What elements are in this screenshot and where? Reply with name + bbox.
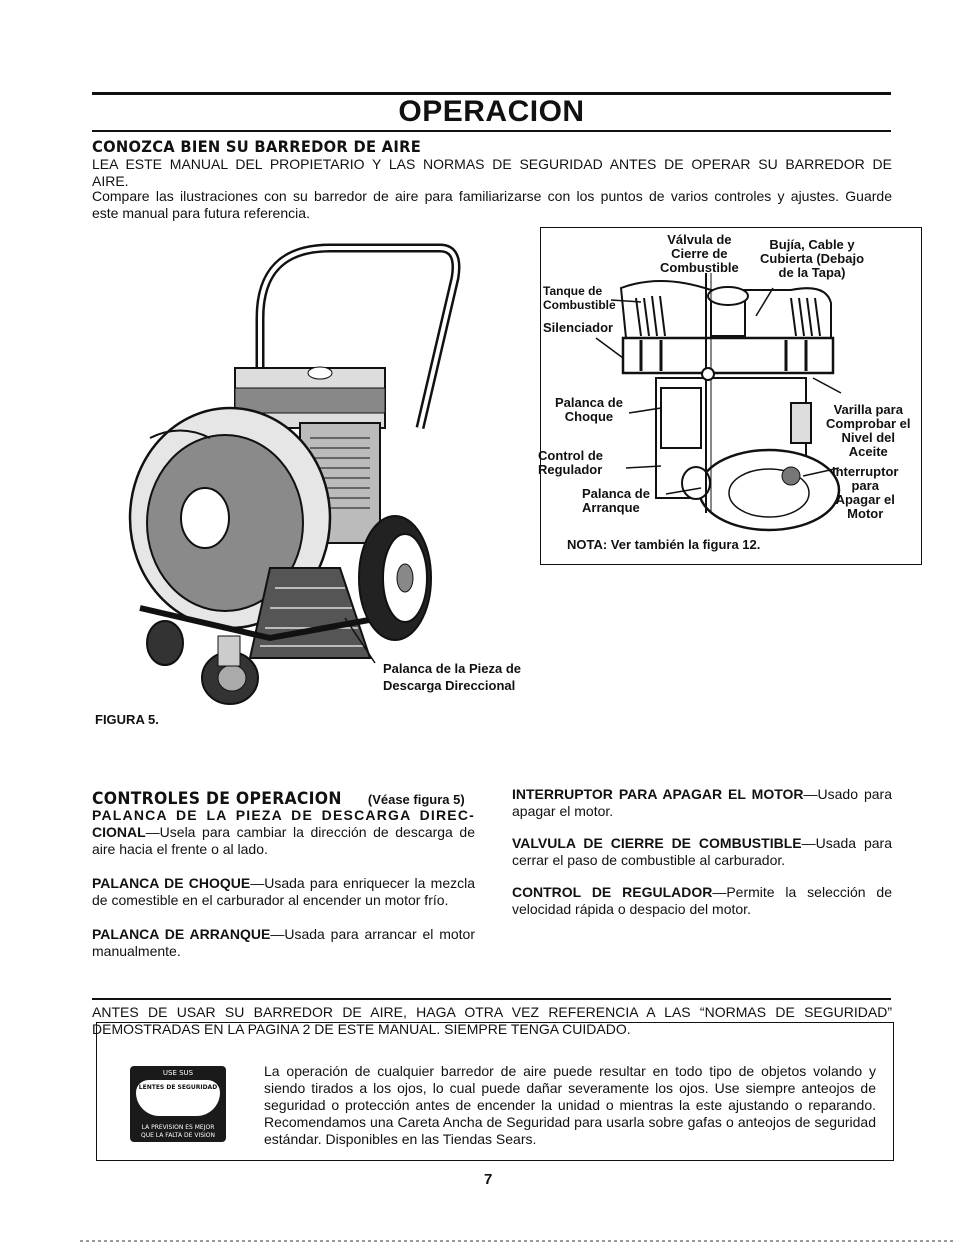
label-interruptor xyxy=(832,465,898,521)
label-arranque-line-2: Arranque xyxy=(582,500,640,515)
label-choque-line-1: Palanca de xyxy=(555,395,623,410)
label-varilla-line-1: Varilla para xyxy=(833,402,903,417)
control-item-valvula xyxy=(512,835,892,869)
engine-diagram-note: NOTA: Ver también la figura 12. xyxy=(567,537,761,552)
intro-paragraph-2 xyxy=(92,188,892,222)
control-text-choque: —Usada para enriquecer la mezcla de comestible en el carburador al encender un motor frío. xyxy=(92,875,475,908)
badge-bottom-text-2: QUE LA FALTA DE VISION xyxy=(140,1132,216,1139)
control-item-choque xyxy=(92,875,475,909)
discharge-callout-line-2: Descarga Direccional xyxy=(383,678,516,693)
safety-notice-line-1: ANTES DE USAR SU BARREDOR DE AIRE, HAGA OTRA VEZ REFERENCIA A LAS “NORMAS DE SEGURIDAD” xyxy=(92,1004,892,1020)
label-choque-line-2: Choque xyxy=(564,409,614,424)
badge-mid-text: LENTES DE SEGURIDAD xyxy=(138,1084,218,1091)
safety-rule xyxy=(92,998,891,1000)
control-term-valvula: VALVULA DE CIERRE DE COMBUSTIBLE xyxy=(512,835,802,851)
label-regulador-line-1: Control de xyxy=(538,448,603,463)
label-tanque-line-2: Combustible xyxy=(543,298,616,312)
title-rule xyxy=(92,130,891,132)
control-item-regulador xyxy=(512,884,892,918)
control-term-choque: PALANCA DE CHOQUE xyxy=(92,875,251,891)
label-varilla-line-3: Nivel del xyxy=(841,430,895,445)
control-item-descarga xyxy=(92,807,475,858)
figure-5-caption: FIGURA 5. xyxy=(95,712,159,727)
bottom-edge-line xyxy=(80,1240,954,1242)
label-arranque xyxy=(582,487,650,515)
control-text-valvula: —Usada para cerrar el paso de combustible al carburador. xyxy=(512,835,892,868)
control-text-regulador: —Permite la selección de velocidad rápida o despacio del motor. xyxy=(512,884,892,917)
page-title: OPERACION xyxy=(398,95,585,128)
label-valvula-line-1: Válvula de xyxy=(667,232,732,247)
safety-notice-line-2: DEMOSTRADAS EN LA PAGINA 2 DE ESTE MANUAL. SIEMPRE TENGA CUIDADO. xyxy=(92,1021,631,1037)
label-varilla-line-2: Comprobar el xyxy=(826,416,911,431)
label-choque xyxy=(555,396,623,424)
discharge-lever-callout xyxy=(383,660,521,694)
intro-line-3: Compare las ilustraciones con su barredor de aire para familiarizarse con los puntos de varios controles y ajustes. Guarde xyxy=(92,188,892,204)
label-valvula-line-3: Combustible xyxy=(660,260,739,275)
control-term-regulador: CONTROL DE REGULADOR xyxy=(512,884,713,900)
label-regulador-line-2: Regulador xyxy=(538,462,603,477)
controls-right-column xyxy=(512,786,892,918)
badge-top-text: USE SUS xyxy=(162,1069,194,1077)
label-valvula-line-2: Cierre de xyxy=(671,246,728,261)
blower-illustration xyxy=(120,238,540,708)
controls-heading-ref: (Véase figura 5) xyxy=(367,792,465,807)
label-tanque xyxy=(543,284,616,312)
discharge-callout-line-1: Palanca de la Pieza de xyxy=(383,661,522,676)
control-text-arranque: —Usada para arrancar el motor manualmente. xyxy=(92,926,475,959)
label-tanque-line-1: Tanque de xyxy=(543,284,603,298)
control-term-arranque: PALANCA DE ARRANQUE xyxy=(92,926,271,942)
control-item-interruptor xyxy=(512,786,892,820)
intro-line-4: este manual para futura referencia. xyxy=(92,205,310,221)
control-item-arranque xyxy=(92,926,475,960)
label-bujia xyxy=(760,238,864,280)
label-valvula xyxy=(660,233,739,275)
label-interruptor-line-2: para xyxy=(851,478,879,493)
badge-bottom-text-1: LA PREVISION ES MEJOR xyxy=(141,1124,215,1131)
controls-heading xyxy=(92,789,465,809)
label-arranque-line-1: Palanca de xyxy=(582,486,650,501)
control-term-descarga-a: PALANCA DE LA PIEZA DE DESCARGA DIREC- xyxy=(92,807,475,823)
label-interruptor-line-4: Motor xyxy=(847,506,884,521)
page-number: 7 xyxy=(484,1171,493,1188)
label-silenciador: Silenciador xyxy=(543,320,614,335)
safety-glasses-badge xyxy=(130,1066,226,1142)
label-regulador xyxy=(538,449,603,477)
intro-line-1: LEA ESTE MANUAL DEL PROPIETARIO Y LAS NORMAS DE SEGURIDAD ANTES DE OPERAR SU BARREDOR DE xyxy=(92,156,892,172)
label-varilla-line-4: Aceite xyxy=(848,444,888,459)
label-interruptor-line-3: Apagar el xyxy=(835,492,895,507)
intro-paragraph-1 xyxy=(92,156,892,190)
label-varilla xyxy=(826,403,911,459)
section-heading-conozca: CONOZCA BIEN SU BARREDOR DE AIRE xyxy=(92,137,422,156)
label-bujia-line-2: Cubierta (Debajo xyxy=(760,251,865,266)
label-interruptor-line-1: Interruptor xyxy=(832,464,899,479)
label-bujia-line-1: Bujía, Cable y xyxy=(769,237,855,252)
intro-line-2: AIRE. xyxy=(92,173,129,189)
warning-text: La operación de cualquier barredor de aire puede resultar en todo tipo de objetos volando y siendo tirados a los ojos, lo cual puede dañar severamente los ojos. Use siempre anteojos de seguridad o protección antes de encender la unidad o mientras la este ajustando o reparando. Recomendamos una Careta Ancha de Seguridad para usarla sobre gafas o anteojos de seguridad estándar. Disponibles en las Tiendas Sears. xyxy=(264,1063,876,1147)
label-bujia-line-3: de la Tapa) xyxy=(778,265,846,280)
safety-glasses-icon xyxy=(136,1080,220,1116)
control-term-descarga-b: CIONAL xyxy=(92,824,146,840)
controls-heading-text: CONTROLES DE OPERACION xyxy=(92,789,342,809)
control-text-interruptor: —Usado para apagar el motor. xyxy=(512,786,892,819)
controls-left-column xyxy=(92,807,475,960)
control-term-interruptor: INTERRUPTOR PARA APAGAR EL MOTOR xyxy=(512,786,804,802)
control-text-descarga: —Usela para cambiar la dirección de descarga de aire hacia el frente o al lado. xyxy=(92,824,475,857)
